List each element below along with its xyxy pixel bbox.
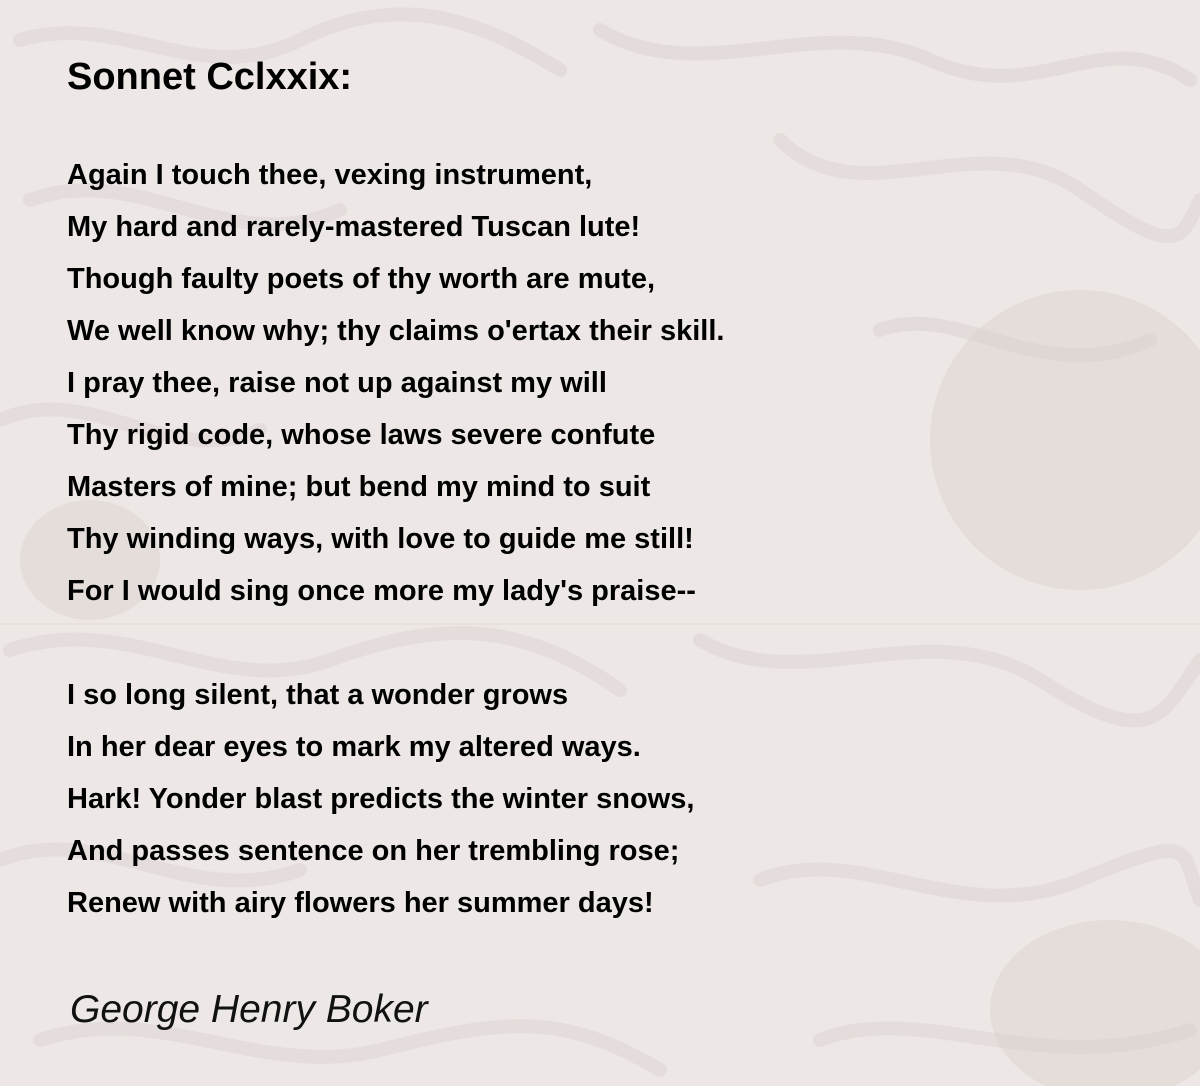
poem-line: I pray thee, raise not up against my will [67, 367, 607, 399]
poem-line: Though faulty poets of thy worth are mute, [67, 263, 656, 295]
poem-line: Renew with airy flowers her summer days! [67, 887, 654, 919]
poem-line: My hard and rarely-mastered Tuscan lute! [67, 211, 641, 243]
poem-line: Masters of mine; but bend my mind to suit [67, 471, 651, 503]
poem-stanza-2 [67, 669, 694, 929]
poem-line: Thy rigid code, whose laws severe confute [67, 419, 656, 451]
poem-line: In her dear eyes to mark my altered ways. [67, 731, 641, 763]
poem-line: I so long silent, that a wonder grows [67, 679, 569, 711]
poem-line: For I would sing once more my lady's praise-- [67, 575, 696, 607]
poem-line: Thy winding ways, with love to guide me still! [67, 523, 694, 555]
poem-line: Hark! Yonder blast predicts the winter snows, [67, 783, 695, 815]
poem-stanza-1 [67, 149, 724, 617]
poem-title: Sonnet Cclxxix: [67, 56, 353, 98]
poem-line: Again I touch thee, vexing instrument, [67, 159, 593, 191]
poem-line: And passes sentence on her trembling rose; [67, 835, 680, 867]
poem-line: We well know why; thy claims o'ertax their skill. [67, 315, 725, 347]
poem-author: George Henry Boker [70, 988, 428, 1031]
